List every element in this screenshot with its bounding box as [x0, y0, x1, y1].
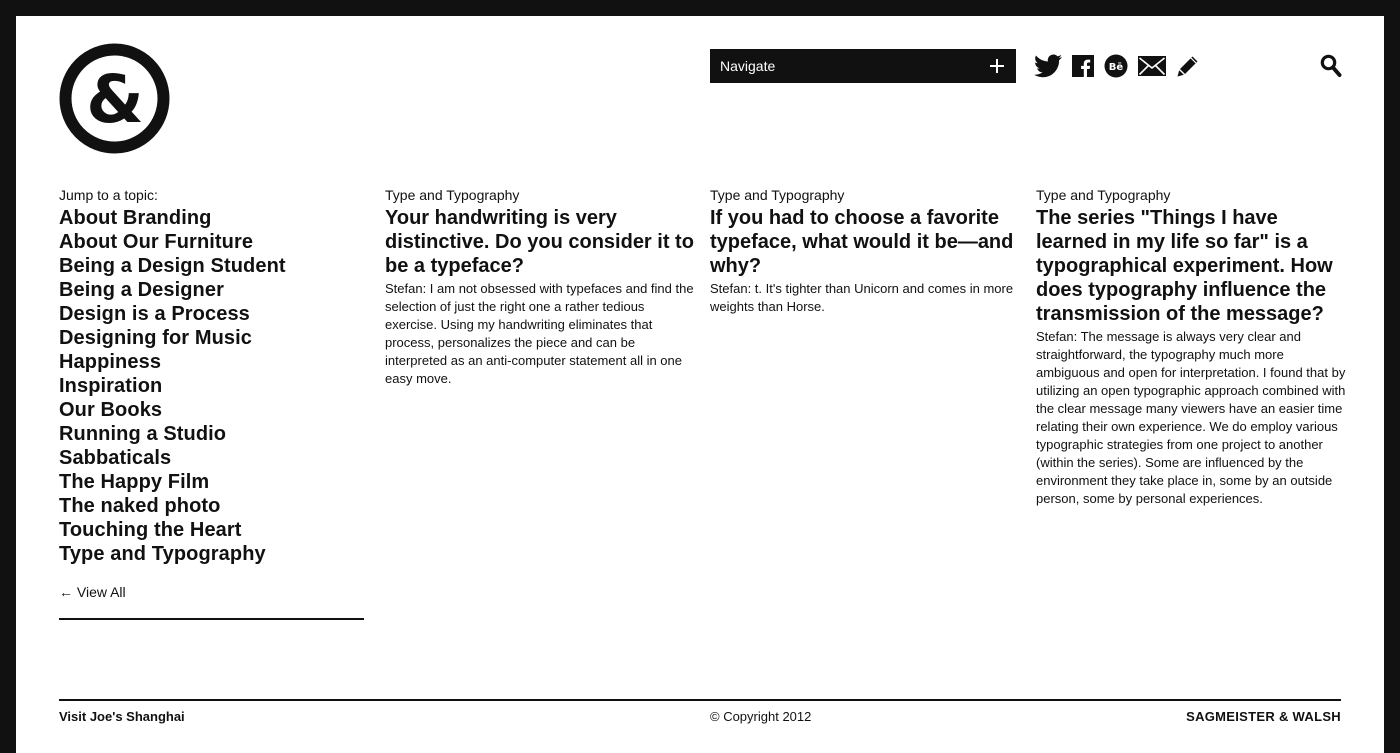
navigate-label: Navigate [720, 58, 776, 74]
topic-item[interactable]: Our Books [59, 399, 163, 421]
topic-item[interactable]: Running a Studio [59, 423, 227, 445]
topic-item[interactable]: Sabbaticals [59, 447, 172, 469]
article-title[interactable]: The series "Things I have learned in my life so far" is a typographical experiment. How does typography influence the transmission of the message? [1036, 207, 1333, 325]
facebook-icon[interactable] [1072, 55, 1094, 77]
topic-item[interactable]: Being a Designer [59, 279, 224, 301]
topic-item[interactable]: About Our Furniture [59, 231, 254, 253]
navigate-dropdown[interactable] [710, 49, 1016, 83]
search-icon[interactable] [1320, 54, 1342, 78]
topic-item[interactable]: The naked photo [59, 495, 221, 517]
pencil-icon[interactable] [1176, 54, 1200, 78]
topic-item[interactable]: The Happy Film [59, 471, 210, 493]
sagmeister-walsh-link[interactable]: SAGMEISTER & WALSH [1186, 709, 1341, 724]
article-body: Stefan: The message is always very clear and straightforward, the typography much more ambiguous and open for interpretation. I found that by utilizing an open typographic approach combined with the clear message many viewers have an easier time relating their own experience. We do employ various typographic strategies from one project to another (within the series). Some are influenced by the environment they take place in, some by an outside person, some by personal experiences. [1036, 329, 1346, 506]
article-category[interactable]: Type and Typography [385, 187, 520, 203]
article-body: Stefan: t. It's tighter than Unicorn and comes in more weights than Horse. [710, 281, 1014, 314]
ampersand-logo-icon[interactable] [59, 43, 170, 154]
article-title[interactable]: If you had to choose a favorite typeface, what would it be—and why? [710, 207, 1014, 277]
svg-text:Bē: Bē [1108, 62, 1124, 73]
topic-item[interactable]: Design is a Process [59, 303, 250, 325]
topic-item[interactable]: Touching the Heart [59, 519, 242, 541]
article-body: Stefan: I am not obsessed with typefaces and find the selection of just the right one a rather tedious exercise. Using my handwriting eliminates that process, personalizes the piece and can be interpreted as an anti-computer statement all in one easy move. [385, 281, 694, 386]
topic-sidebar [59, 188, 364, 600]
twitter-icon[interactable] [1034, 54, 1062, 78]
topic-item[interactable]: About Branding [59, 207, 212, 229]
topic-item[interactable]: Happiness [59, 351, 162, 373]
jump-label: Jump to a topic: [59, 187, 158, 203]
view-all-link[interactable]: ← View All [59, 584, 126, 600]
article-card [710, 188, 1015, 316]
email-icon[interactable] [1138, 56, 1166, 76]
plus-icon [990, 59, 1004, 73]
article-title[interactable]: Your handwriting is very distinctive. Do you consider it to be a typeface? [385, 207, 694, 277]
article-card [385, 188, 695, 388]
svg-text:&: & [86, 61, 144, 138]
visit-joes-shanghai-link[interactable]: Visit Joe's Shanghai [59, 709, 185, 724]
sidebar-divider [59, 618, 364, 620]
topic-item[interactable]: Type and Typography [59, 543, 266, 565]
footer-divider [59, 699, 1341, 701]
page [16, 16, 1384, 753]
article-card [1036, 188, 1346, 508]
topic-list [59, 206, 364, 566]
behance-icon[interactable] [1104, 54, 1128, 78]
article-category[interactable]: Type and Typography [1036, 187, 1171, 203]
topic-item[interactable]: Being a Design Student [59, 255, 286, 277]
social-links [1034, 54, 1210, 78]
copyright-text: © Copyright 2012 [710, 709, 812, 724]
article-category[interactable]: Type and Typography [710, 187, 845, 203]
topic-item[interactable]: Designing for Music [59, 327, 253, 349]
topic-item[interactable]: Inspiration [59, 375, 163, 397]
